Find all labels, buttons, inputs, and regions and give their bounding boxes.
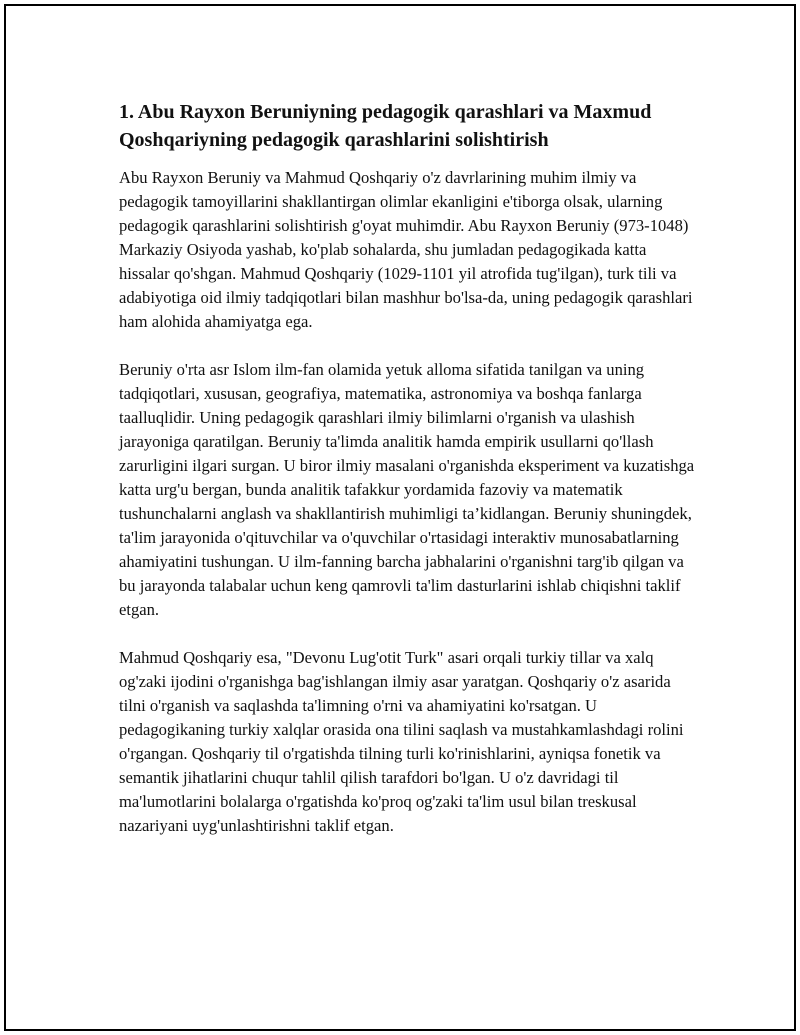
paragraph-beruniy: Beruniy o'rta asr Islom ilm-fan olamida yetuk alloma sifatida tanilgan va uning tadqiqotlari, xususan, geografiya, matematika, astronomiya va boshqa fanlarga taalluqlidir. Uning pedagogik qarashlari ilmiy bilimlarni o'rganish va ulashish jarayoniga qaratilgan. Beruniy ta'limda analitik hamda empirik usullarni qo'llash zarurligini ilgari surgan. U biror ilmiy masalani o'rganishda eksperiment va kuzatishga katta urg'u bergan, bunda analitik tafakkur yordamida fazoviy va matematik tushunchalarni anglash va shakllantirish muhimligi ta’kidlangan. Beruniy shuningdek, ta'lim jarayonida o'qituvchilar va o'quvchilar o'rtasidagi interaktiv munosabatlarning ahamiyatini tushungan. U ilm-fanning barcha jabhalarini o'rganishni targ'ib qilgan va bu jarayonda talabalar uchun keng qamrovli ta'lim dasturlarini ishlab chiqishni taklif etgan. [119,360,695,619]
document-body [119,98,699,862]
paragraph-intro: Abu Rayxon Beruniy va Mahmud Qoshqariy o'z davrlarining muhim ilmiy va pedagogik tamoyillarini shakllantirgan olimlar ekanligini e'tiborga olsak, ularning pedagogik qarashlarini solishtirish g'oyat muhimdir. Abu Rayxon Beruniy (973-1048) Markaziy Osiyoda yashab, ko'plab sohalarda, shu jumladan pedagogikada katta hissalar qo'shgan. Mahmud Qoshqariy (1029-1101 yil atrofida tug'ilgan), turk tili va adabiyotiga oid ilmiy tadqiqotlari bilan mashhur bo'lsa-da, uning pedagogik qarashlari ham alohida ahamiyatga ega. [119,168,693,331]
page-frame [4,4,796,1031]
paragraph-qoshqariy: Mahmud Qoshqariy esa, "Devonu Lug'otit Turk" asari orqali turkiy tillar va xalq og'zaki ijodini o'rganishga bag'ishlangan ilmiy asar yaratgan. Qoshqariy o'z asarida tilni o'rganish va saqlashda ta'limning o'rni va ahamiyatini ko'rsatgan. U pedagogikaning turkiy xalqlar orasida ona tilini saqlash va mustahkamlashdagi rolini o'rgangan. Qoshqariy til o'rgatishda tilning turli ko'rinishlarini, ayniqsa fonetik va semantik jihatlarini chuqur tahlil qilish tarafdori bo'lgan. U o'z davridagi til ma'lumotlarini bolalarga o'rgatishda ko'proq og'zaki ta'lim usul bilan treskusal nazariyani uyg'unlashtirishni taklif etgan. [119,648,684,835]
section-heading: 1. Abu Rayxon Beruniyning pedagogik qarashlari va Maxmud Qoshqariyning pedagogik qarashlarini solishtirish [119,101,652,151]
